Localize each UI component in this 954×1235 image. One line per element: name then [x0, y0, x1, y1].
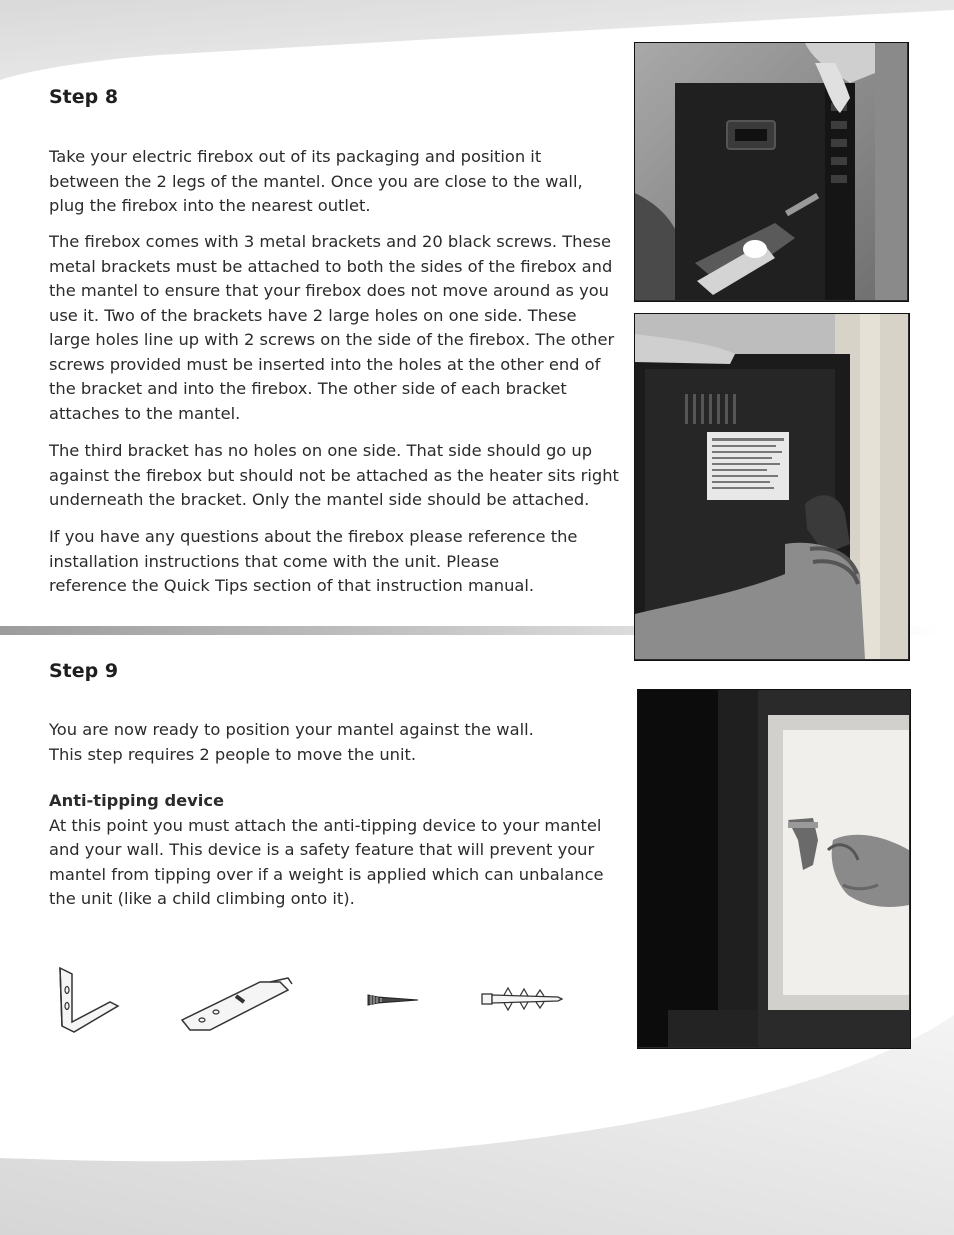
- firebox-drill-illustration: [635, 43, 907, 300]
- anti-tipping-heading: Anti-tipping device: [49, 791, 225, 810]
- text-line: the unit (like a child climbing onto it).: [49, 889, 355, 908]
- anti-tipping-parts-row: [48, 958, 568, 1048]
- strap-bracket-icon: [180, 974, 300, 1034]
- text-line: At this point you must attach the anti-tipping device to your mantel: [49, 815, 602, 835]
- text-line: underneath the bracket. Only the mantel side should be attached.: [49, 490, 590, 509]
- text-line: If you have any questions about the firebox please reference the: [49, 527, 578, 546]
- text-line: reference the Quick Tips section of that instruction manual.: [49, 576, 535, 595]
- text-line: between the 2 legs of the mantel. Once you are close to the wall,: [49, 171, 583, 191]
- text-line: This step requires 2 people to move the unit.: [49, 744, 417, 764]
- l-bracket-icon: [52, 962, 132, 1042]
- text-line: The third bracket has no holes on one side. That side should go up: [49, 441, 593, 460]
- wall-anchor-icon: [478, 984, 568, 1014]
- step8-paragraph-2: [49, 230, 624, 426]
- anti-tipping-section: [49, 789, 624, 912]
- text-line: metal brackets must be attached to both the sides of the firebox and: [49, 256, 613, 276]
- text-line: screws provided must be inserted into the holes at the other end of: [49, 354, 601, 374]
- text-line: The firebox comes with 3 metal brackets and 20 black screws. These: [49, 232, 611, 251]
- text-line: against the firebox but should not be attached as the heater sits right: [49, 465, 619, 485]
- text-line: Take your electric firebox out of its packaging and position it: [49, 147, 542, 166]
- step8-paragraph-4: [49, 525, 624, 599]
- step8-heading: Step 8: [49, 86, 119, 108]
- text-line: and your wall. This device is a safety feature that will prevent your: [49, 840, 595, 859]
- text-line: large holes line up with 2 screws on the side of the firebox. The other: [49, 330, 615, 349]
- photo-firebox-back-bracket: [634, 313, 910, 661]
- step8-paragraph-1: [49, 145, 624, 219]
- text-line: You are now ready to position your mantel against the wall.: [49, 720, 534, 739]
- step9-intro: [49, 718, 624, 767]
- photo-drilling-firebox-side: [634, 42, 909, 302]
- text-line: the mantel to ensure that your firebox does not move around as you: [49, 281, 610, 300]
- screw-icon: [366, 990, 426, 1010]
- text-line: plug the firebox into the nearest outlet.: [49, 196, 371, 215]
- anti-tipping-illustration: [638, 690, 909, 1047]
- text-line: installation instructions that come with the unit. Please: [49, 551, 500, 571]
- step8-paragraph-3: [49, 439, 624, 513]
- photo-anti-tipping-install: [637, 689, 911, 1049]
- text-line: attaches to the mantel.: [49, 403, 241, 423]
- text-line: the bracket and into the firebox. The other side of each bracket: [49, 379, 567, 398]
- text-line: use it. Two of the brackets have 2 large holes on one side. These: [49, 305, 577, 325]
- step9-heading: Step 9: [49, 660, 119, 682]
- firebox-back-illustration: [635, 314, 908, 659]
- text-line: mantel from tipping over if a weight is applied which can unbalance: [49, 864, 604, 884]
